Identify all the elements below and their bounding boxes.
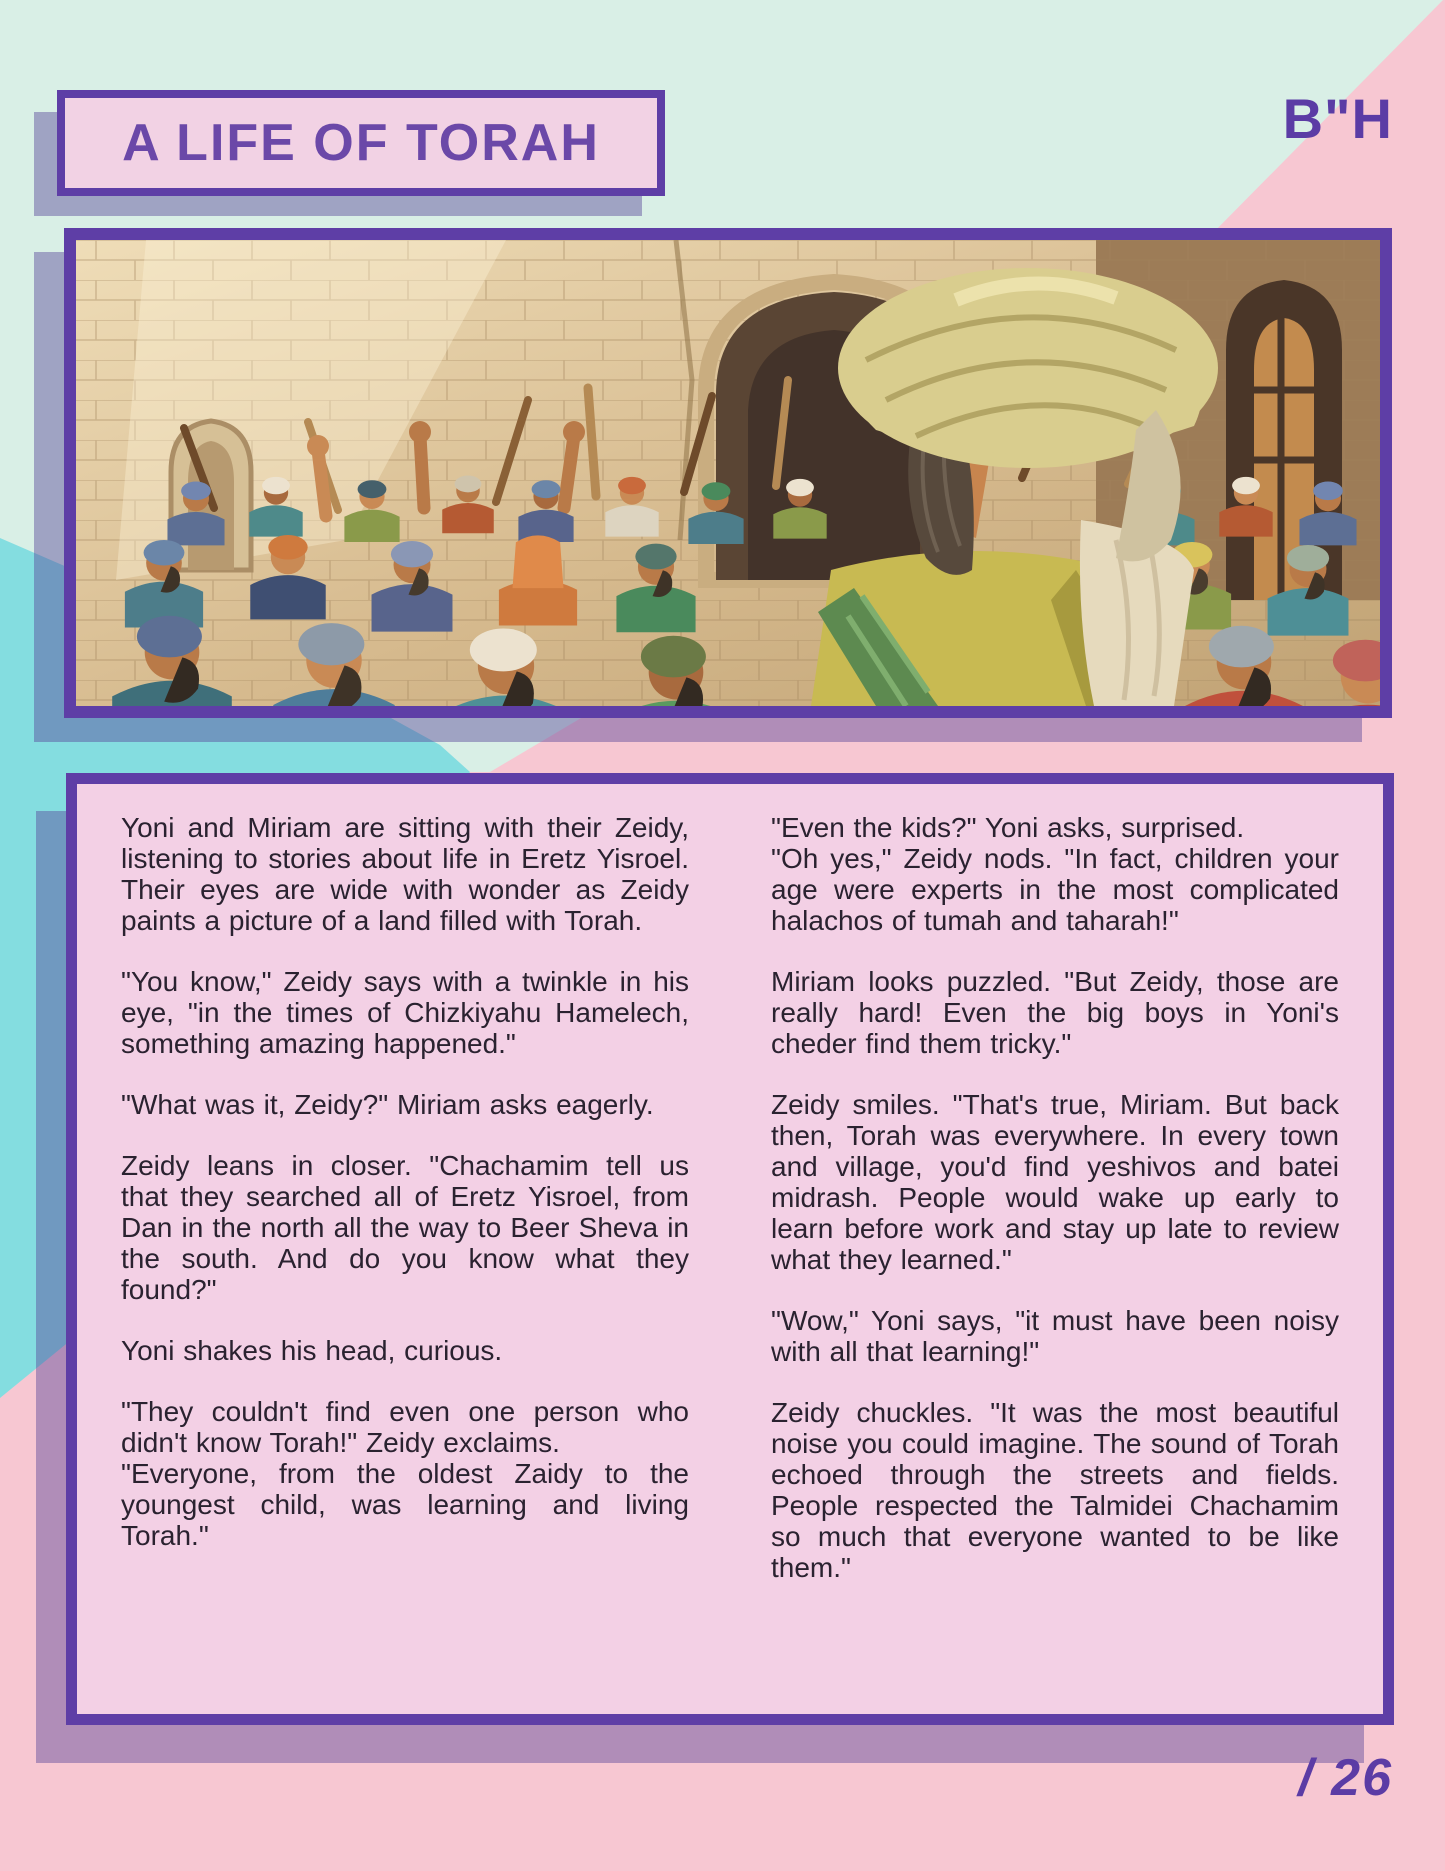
story-paragraph: "Everyone, from the oldest Zaidy to the youngest child, was learning and living Torah." (121, 1458, 689, 1551)
story-left-column (121, 812, 689, 1686)
story-right-column (771, 812, 1339, 1686)
crowd-illustration (76, 240, 1380, 706)
page-number: / 26 (1298, 1749, 1393, 1807)
story-paragraph: "They couldn't find even one person who didn't know Torah!" Zeidy exclaims. (121, 1396, 689, 1458)
story-paragraph: Yoni and Miriam are sitting with their Zeidy, listening to stories about life in Eretz Yisroel. Their eyes are wide with wonder as Zeidy paints a picture of a land filled with Torah. (121, 812, 689, 936)
story-box (66, 773, 1394, 1725)
story-paragraph: Miriam looks puzzled. "But Zeidy, those are really hard! Even the big boys in Yoni's cheder find them tricky." (771, 966, 1339, 1059)
story-paragraph: "Oh yes," Zeidy nods. "In fact, children your age were experts in the most complicated halachos of tumah and taharah!" (771, 843, 1339, 936)
bsd-mark: B"H (1282, 87, 1393, 150)
illustration-frame (64, 228, 1392, 718)
story-paragraph: Zeidy leans in closer. "Chachamim tell us that they searched all of Eretz Yisroel, from Dan in the north all the way to Beer Sheva in the south. And do you know what they found?" (121, 1150, 689, 1305)
story-paragraph: Zeidy smiles. "That's true, Miriam. But back then, Torah was everywhere. In every town and village, you'd find yeshivos and batei midrash. People would wake up early to learn before work and stay up late to review what they learned." (771, 1089, 1339, 1275)
story-paragraph: "Wow," Yoni says, "it must have been noisy with all that learning!" (771, 1305, 1339, 1367)
story-paragraph: Zeidy chuckles. "It was the most beautiful noise you could imagine. The sound of Torah echoed through the streets and fields. People respected the Talmidei Chachamim so much that everyone wanted to be like them." (771, 1397, 1339, 1583)
story-paragraph: "What was it, Zeidy?" Miriam asks eagerly. (121, 1089, 654, 1120)
story-paragraph: "You know," Zeidy says with a twinkle in his eye, "in the times of Chizkiyahu Hamelech, something amazing happened." (121, 966, 689, 1059)
story-paragraph: Yoni shakes his head, curious. (121, 1335, 503, 1366)
page-title: A LIFE OF TORAH (122, 114, 600, 172)
title-box (57, 90, 665, 196)
story-paragraph: "Even the kids?" Yoni asks, surprised. (771, 812, 1245, 843)
